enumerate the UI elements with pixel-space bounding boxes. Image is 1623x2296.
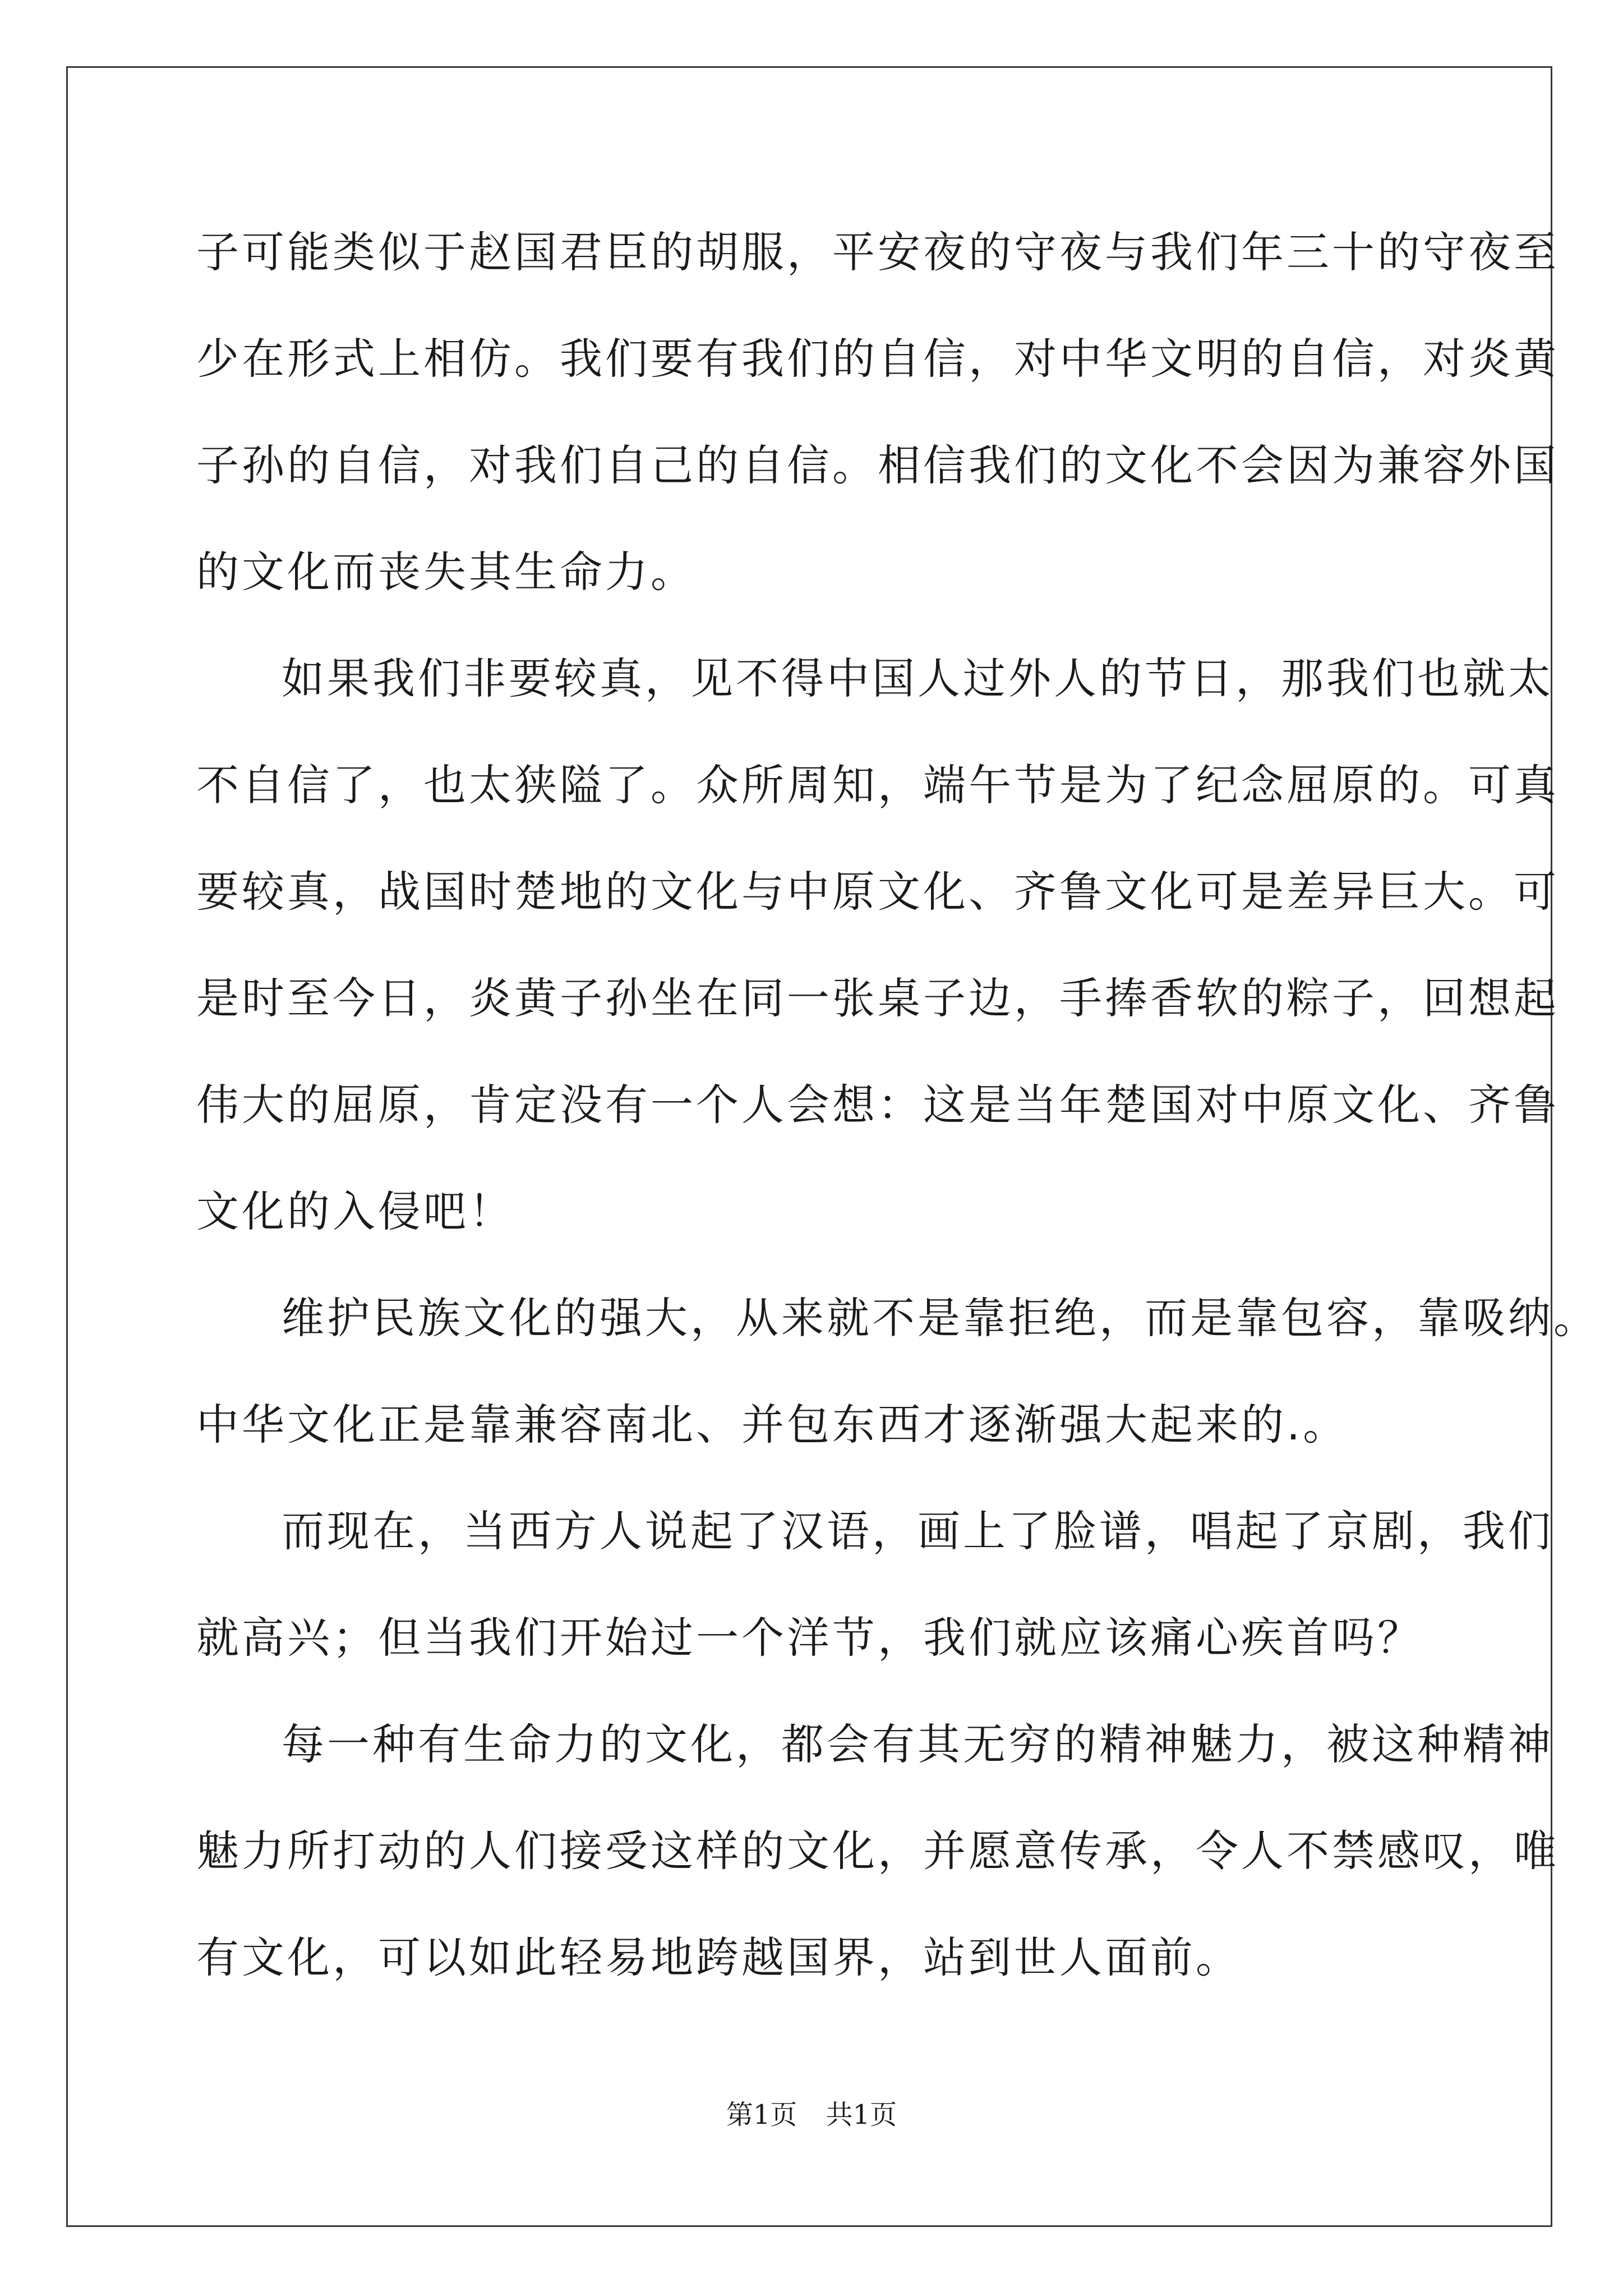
page-number-current: 第1页 bbox=[726, 2099, 797, 2131]
text-line: 有文化，可以如此轻易地跨越国界，站到世人面前。 bbox=[196, 1932, 1241, 1982]
text-line: 伟大的屈原，肯定没有一个人会想：这是当年楚国对中原文化、齐鲁 bbox=[196, 1080, 1559, 1130]
text-line: 的文化而丧失其生命力。 bbox=[196, 547, 696, 597]
text-line: 如果我们非要较真，见不得中国人过外人的节日，那我们也就太 bbox=[282, 654, 1553, 703]
text-line: 中华文化正是靠兼容南北、并包东西才逐渐强大起来的.。 bbox=[196, 1400, 1349, 1450]
text-line: 子可能类似于赵国君臣的胡服，平安夜的守夜与我们年三十的守夜至 bbox=[196, 227, 1559, 277]
text-line: 文化的入侵吧！ bbox=[196, 1186, 514, 1236]
text-line: 是时至今日，炎黄子孙坐在同一张桌子边，手捧香软的粽子，回想起 bbox=[196, 973, 1559, 1023]
text-line: 少在形式上相仿。我们要有我们的自信，对中华文明的自信，对炎黄 bbox=[196, 334, 1559, 384]
text-line: 要较真，战国时楚地的文化与中原文化、齐鲁文化可是差异巨大。可 bbox=[196, 867, 1559, 917]
text-line: 每一种有生命力的文化，都会有其无穷的精神魅力，被这种精神 bbox=[282, 1719, 1553, 1769]
page-number-total: 共1页 bbox=[826, 2099, 897, 2131]
text-line: 子孙的自信，对我们自己的自信。相信我们的文化不会因为兼容外国 bbox=[196, 440, 1559, 490]
text-line: 维护民族文化的强大，从来就不是靠拒绝，而是靠包容，靠吸纳。 bbox=[282, 1293, 1599, 1343]
text-line: 而现在，当西方人说起了汉语，画上了脸谱，唱起了京剧，我们 bbox=[282, 1506, 1553, 1556]
text-line: 就高兴；但当我们开始过一个洋节，我们就应该痛心疾首吗？ bbox=[196, 1613, 1423, 1663]
page-footer bbox=[0, 2098, 1623, 2132]
document-body bbox=[196, 219, 1599, 2031]
text-line: 魅力所打动的人们接受这样的文化，并愿意传承，令人不禁感叹，唯 bbox=[196, 1826, 1559, 1876]
text-line: 不自信了，也太狭隘了。众所周知，端午节是为了纪念屈原的。可真 bbox=[196, 760, 1559, 810]
